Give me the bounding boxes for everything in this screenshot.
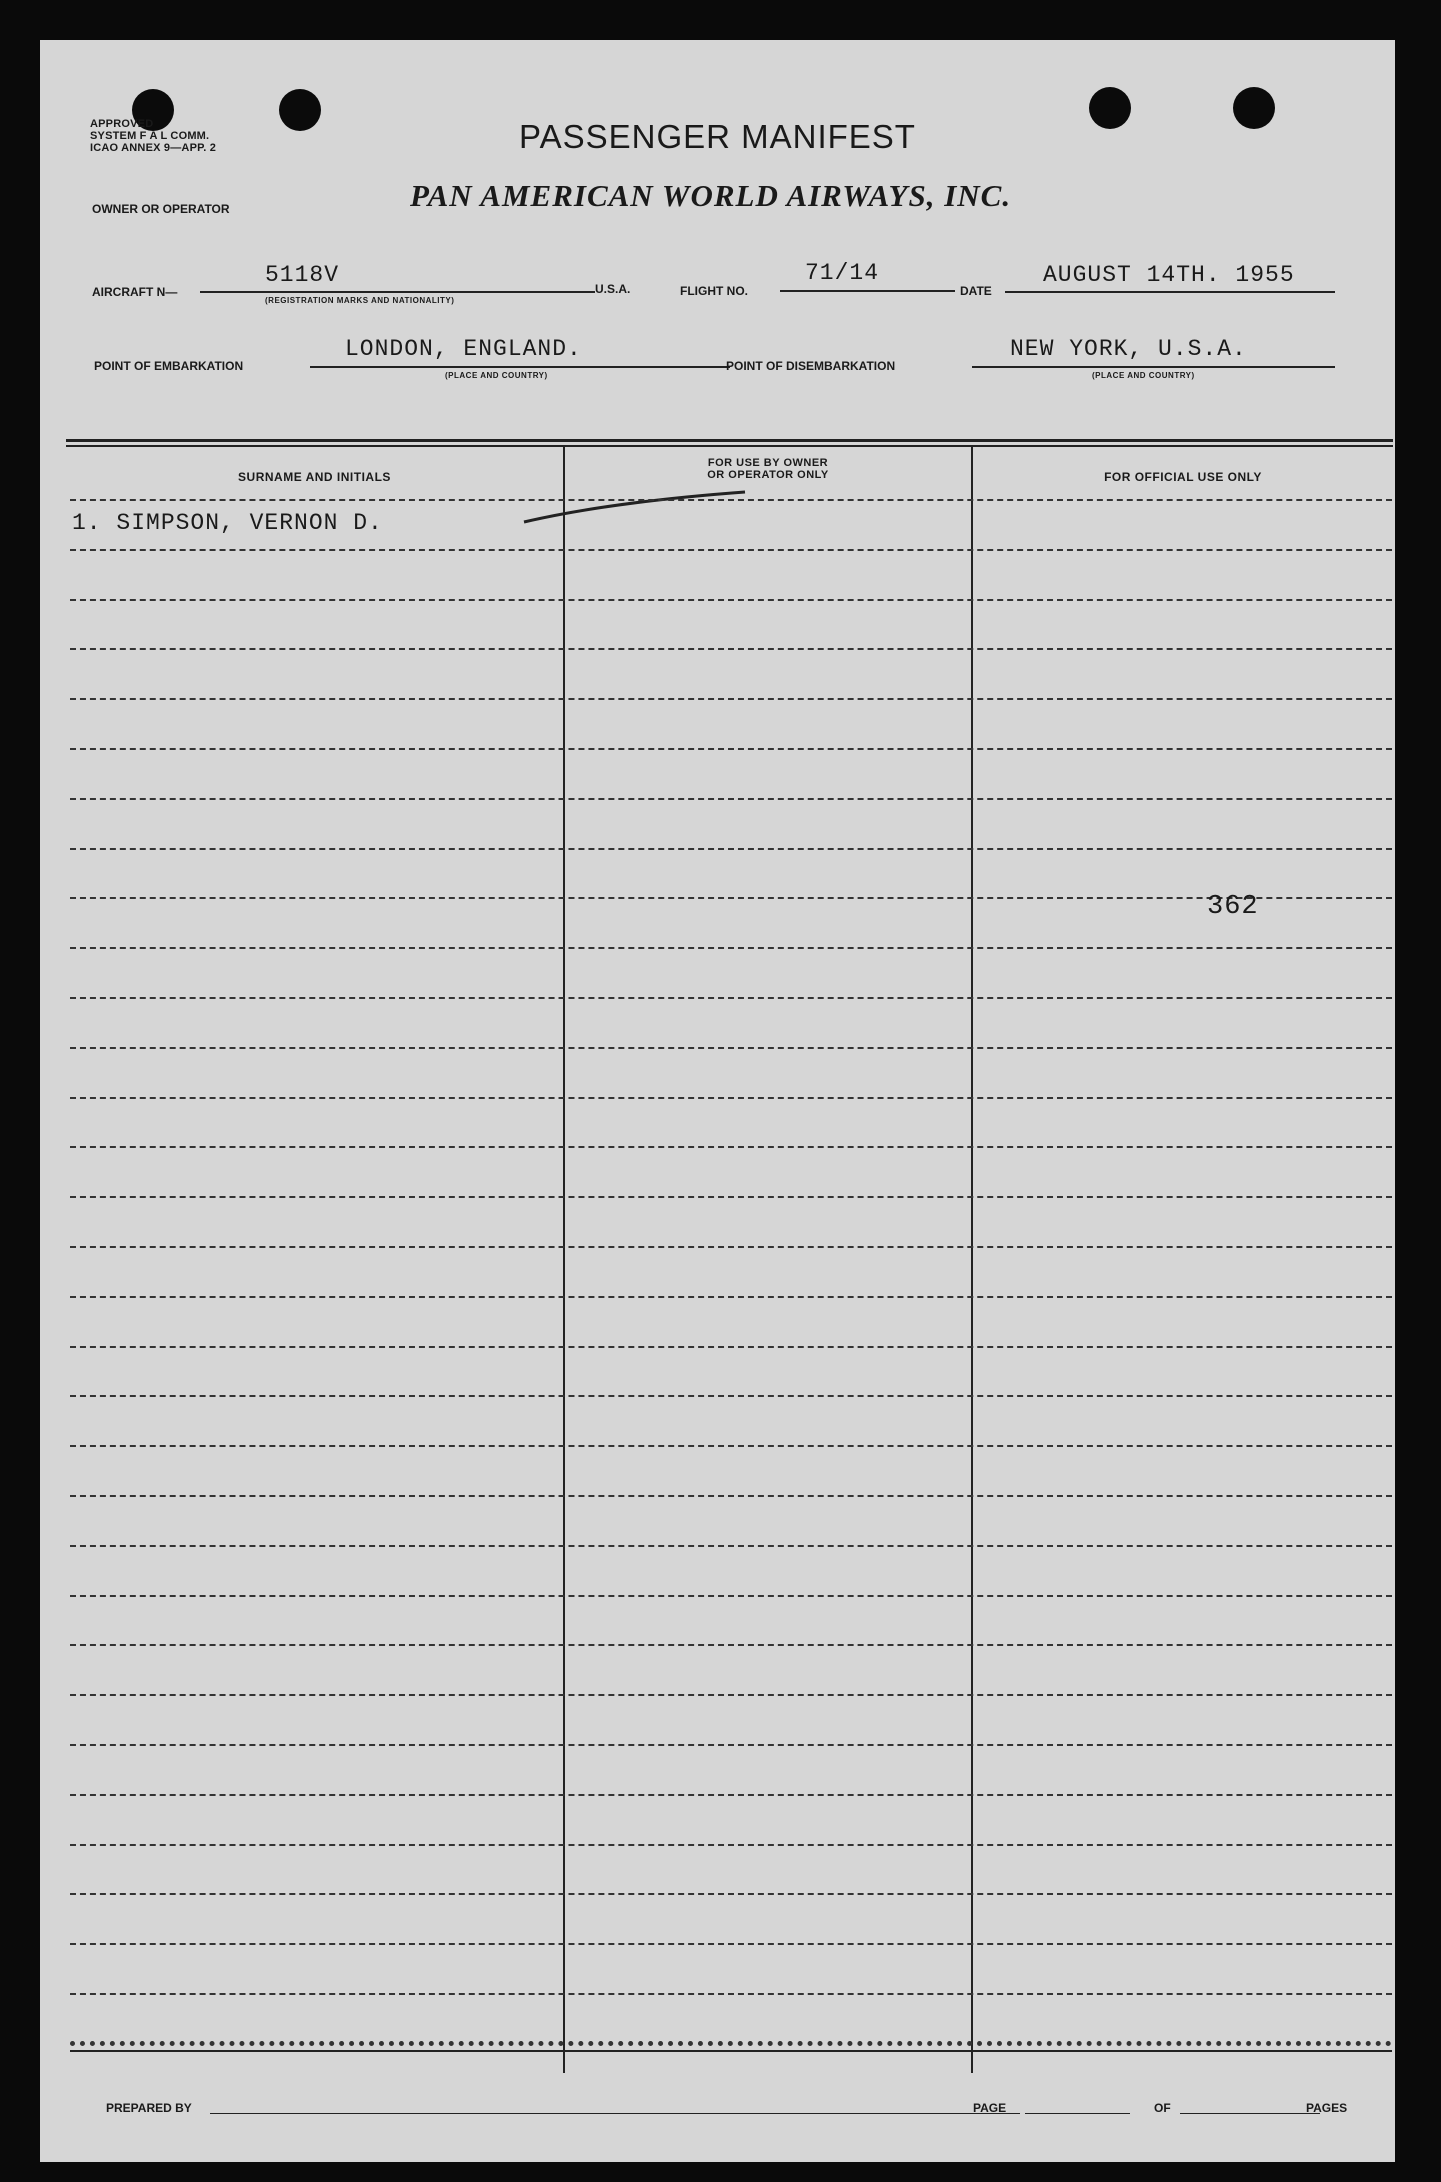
- embarkation-caption: (PLACE AND COUNTRY): [445, 371, 548, 380]
- table-row-line: [70, 1196, 1392, 1198]
- column-divider: [563, 445, 565, 2073]
- aircraft-caption: (REGISTRATION MARKS AND NATIONALITY): [265, 296, 455, 305]
- table-row-line: [70, 1246, 1392, 1248]
- table-row-line: [70, 897, 1392, 899]
- table-row-line: [70, 1794, 1392, 1796]
- page-label: PAGE: [973, 2101, 1007, 2115]
- column-header-surname: SURNAME AND INITIALS: [238, 470, 391, 484]
- official-note: 362: [1207, 892, 1259, 922]
- aircraft-value: 5118V: [265, 262, 340, 288]
- carrier-name: PAN AMERICAN WORLD AIRWAYS, INC.: [410, 178, 1012, 213]
- table-row-line: [70, 997, 1392, 999]
- table-row-line: [70, 1595, 1392, 1597]
- table-top-rule: [66, 439, 1393, 442]
- table-top-rule: [66, 445, 1393, 447]
- table-row-line: [70, 599, 1392, 601]
- approval-line: APPROVED: [90, 118, 154, 130]
- disembarkation-value: NEW YORK, U.S.A.: [1010, 336, 1247, 362]
- column-header-owner-line: FOR USE BY OWNER: [707, 457, 829, 469]
- table-row-line: [70, 798, 1392, 800]
- table-row-line: [70, 499, 1392, 501]
- table-row-line: [70, 1146, 1392, 1148]
- column-header-official: FOR OFFICIAL USE ONLY: [1104, 470, 1262, 484]
- table-row-line: [70, 1346, 1392, 1348]
- table-row-line: [70, 1844, 1392, 1846]
- table-row-line: [70, 1744, 1392, 1746]
- table-row-line: [70, 1644, 1392, 1646]
- of-underline: [1180, 2113, 1320, 2114]
- table-row-line: [70, 848, 1392, 850]
- table-row-line: [70, 748, 1392, 750]
- nationality-label: U.S.A.: [595, 282, 631, 296]
- table-row-line: [70, 1296, 1392, 1298]
- table-row-line: [70, 1097, 1392, 1099]
- table-row-line: [70, 1694, 1392, 1696]
- flight-underline: [780, 290, 955, 292]
- footer-rule: [70, 2041, 1392, 2046]
- date-label: DATE: [960, 284, 992, 298]
- aircraft-label: AIRCRAFT N—: [92, 285, 178, 299]
- table-row-line: [70, 1445, 1392, 1447]
- prepared-by-underline: [210, 2113, 1020, 2114]
- of-label: OF: [1154, 2101, 1171, 2115]
- owner-label: OWNER OR OPERATOR: [92, 202, 230, 216]
- table-row-line: [70, 549, 1392, 551]
- page-underline: [1025, 2113, 1130, 2114]
- prepared-by-label: PREPARED BY: [106, 2101, 192, 2115]
- table-row-line: [70, 1545, 1392, 1547]
- embarkation-label: POINT OF EMBARKATION: [94, 359, 244, 373]
- column-header-owner-line: OR OPERATOR ONLY: [707, 469, 829, 481]
- footer-rule: [70, 2050, 1392, 2052]
- table-row-line: [70, 1495, 1392, 1497]
- disembarkation-underline: [972, 366, 1335, 368]
- embarkation-underline: [310, 366, 730, 368]
- table-row-line: [70, 698, 1392, 700]
- flight-label: FLIGHT NO.: [680, 284, 748, 298]
- column-header-owner: [565, 457, 971, 481]
- embarkation-value: LONDON, ENGLAND.: [345, 336, 582, 362]
- pen-stroke: [520, 480, 760, 530]
- table-row-line: [70, 1047, 1392, 1049]
- page-title: PASSENGER MANIFEST: [519, 118, 916, 155]
- table-row-line: [70, 947, 1392, 949]
- pages-label: PAGES: [1306, 2101, 1348, 2115]
- table-row-line: [70, 648, 1392, 650]
- disembarkation-label: POINT OF DISEMBARKATION: [726, 359, 896, 373]
- approval-line: SYSTEM F A L COMM.: [90, 130, 210, 142]
- table-row-line: [70, 1893, 1392, 1895]
- approval-line: ICAO ANNEX 9—APP. 2: [90, 142, 217, 154]
- date-value: AUGUST 14TH. 1955: [1043, 262, 1295, 288]
- table-row-line: [70, 1993, 1392, 1995]
- manifest-page: [40, 40, 1395, 2162]
- aircraft-underline: [200, 291, 595, 293]
- disembarkation-caption: (PLACE AND COUNTRY): [1092, 371, 1195, 380]
- flight-value: 71/14: [805, 260, 880, 286]
- date-underline: [1005, 291, 1335, 293]
- passenger-entry: 1. SIMPSON, VERNON D.: [72, 510, 383, 536]
- table-row-line: [70, 1943, 1392, 1945]
- table-row-line: [70, 1395, 1392, 1397]
- column-divider: [971, 445, 973, 2073]
